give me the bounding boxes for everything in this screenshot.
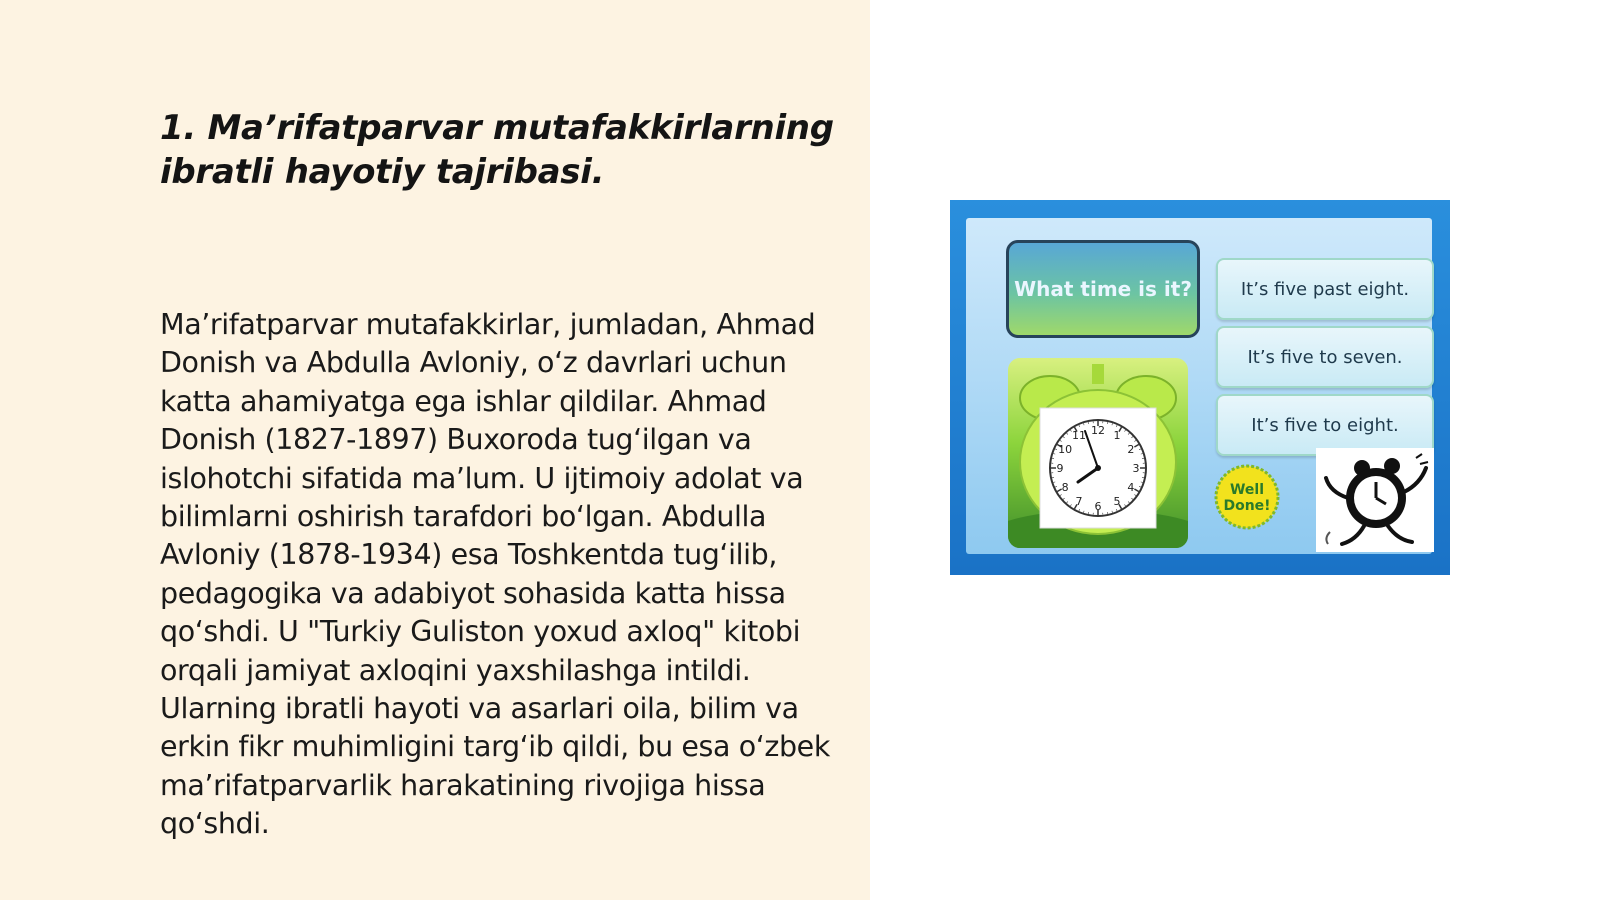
slide-title: 1. Ma’rifatparvar mutafakkirlarning ibratli hayotiy tajribasi. <box>160 108 834 192</box>
clock-number: 9 <box>1056 462 1064 475</box>
clock-number: 12 <box>1091 424 1105 437</box>
clock-number: 11 <box>1072 429 1086 443</box>
clock-number: 2 <box>1127 443 1135 456</box>
clock-number: 10 <box>1058 443 1073 456</box>
slide-body-text: Ma’rifatparvar mutafakkirlar, jumladan, Ahmad Donish va Abdulla Avloniy, o‘z davrlari uchun katta ahamiyatga ega ishlar qildilar. Ahmad Donish (1827-1897) Buxoroda tug‘ilgan va islohotchi sifatida ma’lum. U ijtimoiy adolat va bilimlarni oshirish tarafdori bo‘lgan. Abdulla Avloniy (1878-1934) esa Toshkentda tug‘ilib, pedagogika va adabiyot sohasida katta hissa qo‘shdi. U "Turkiy Guliston yoxud axloq" kitobi orqali jamiyat axloqini yaxshilashga intildi. Ularning ibratli hayoti va asarlari oila, bilim va erkin fikr muhimligini targ‘ib qildi, bu esa o‘zbek ma’rifatparvarlik harakatining rivojiga hissa qo‘shdi. <box>160 308 830 841</box>
quiz-picture <box>950 200 1450 575</box>
clock-number: 3 <box>1132 462 1140 475</box>
clock-number: 7 <box>1075 494 1083 508</box>
clock-number: 5 <box>1113 494 1121 508</box>
question-box: What time is it? <box>1006 240 1200 338</box>
well-done-badge <box>1214 464 1280 530</box>
clock-mascot-picture <box>1316 448 1434 552</box>
answer-option-1: It’s five past eight. <box>1216 258 1434 320</box>
quiz-picture-background <box>966 218 1432 554</box>
clock-number: 1 <box>1113 429 1121 443</box>
alarm-clock-icon <box>1008 358 1188 548</box>
badge-text-line2: Done! <box>1223 498 1271 514</box>
alarm-clock-picture <box>1008 358 1188 548</box>
answer-option-2: It’s five to seven. <box>1216 326 1434 388</box>
clock-number: 4 <box>1127 481 1135 494</box>
clock-number: 8 <box>1061 481 1069 494</box>
clock-number: 6 <box>1094 500 1102 513</box>
answer-option-3: It’s five to eight. <box>1216 394 1434 456</box>
dancing-clock-icon <box>1316 448 1434 552</box>
badge-text-line1: Well <box>1229 482 1265 498</box>
